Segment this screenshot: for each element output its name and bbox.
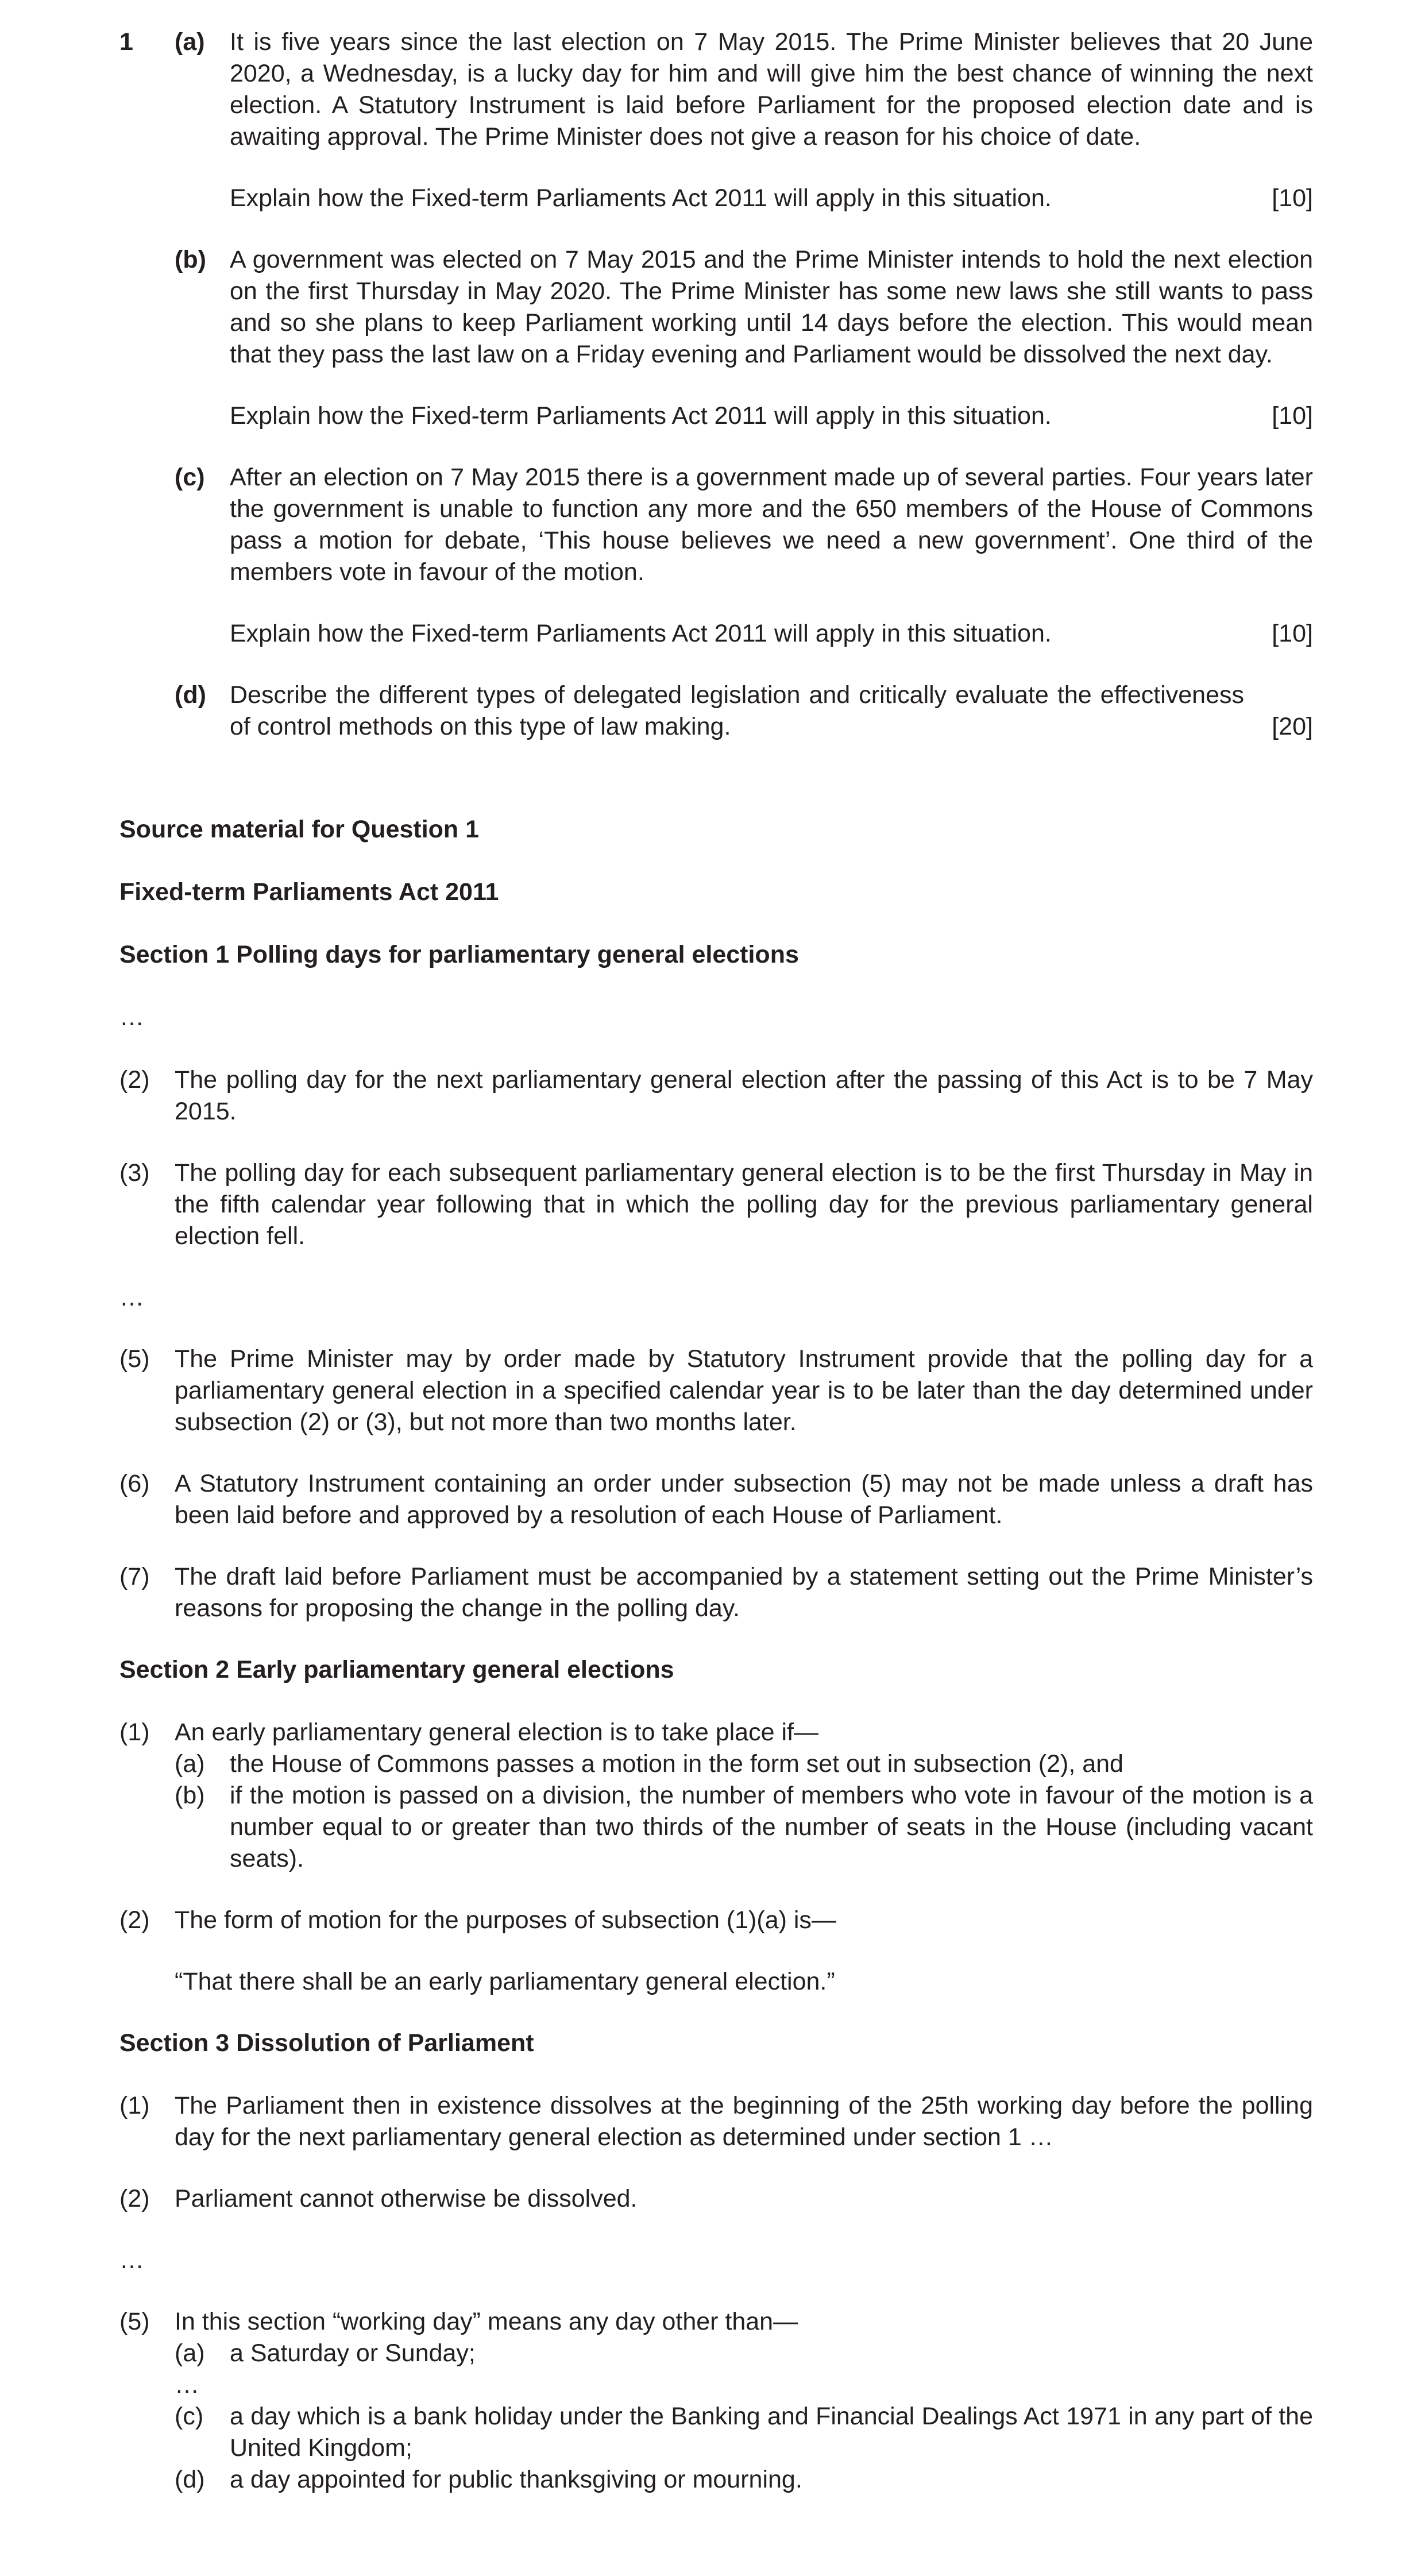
s1-subsection-7 xyxy=(119,1561,1313,1624)
part-label: (a) xyxy=(175,28,205,56)
part-task xyxy=(230,400,1313,432)
subsection-number: (6) xyxy=(119,1470,150,1497)
task-text: Explain how the Fixed-term Parliaments Act 2011 will apply in this situation. xyxy=(230,184,1052,212)
subsection-text: The polling day for each subsequent parliamentary general election is to be the first Thursday in May in the fifth calendar year following that in which the polling day for the previous parliamentary general election fell. xyxy=(175,1159,1313,1250)
subsection-text: An early parliamentary general election is to take place if— xyxy=(175,1718,818,1746)
subsection-number: (1) xyxy=(119,1718,150,1746)
part-label: (c) xyxy=(175,464,205,491)
paragraph-label: (a) xyxy=(175,1750,205,1778)
ellipsis: … xyxy=(119,2246,144,2274)
s3-subsection-1 xyxy=(119,2090,1313,2153)
paragraph-label: (d) xyxy=(175,2466,205,2493)
subsection-number: (5) xyxy=(119,1345,150,1373)
section-2-heading: Section 2 Early parliamentary general elections xyxy=(119,1656,674,1683)
paragraph-label: (a) xyxy=(175,2339,205,2367)
subsection-number: (5) xyxy=(119,2308,150,2335)
ellipsis: … xyxy=(175,2371,199,2399)
subsection-text: A Statutory Instrument containing an order under subsection (5) may not be made unless a draft has been laid before and approved by a resolution of each House of Parliament. xyxy=(175,1470,1313,1529)
section-3-heading: Section 3 Dissolution of Parliament xyxy=(119,2029,534,2057)
paragraph-text: the House of Commons passes a motion in the form set out in subsection (2), and xyxy=(230,1750,1123,1778)
s1-subsection-6 xyxy=(119,1468,1313,1531)
s3-subsection-5 xyxy=(119,2306,1313,2338)
paragraph-text: a day appointed for public thanksgiving or mourning. xyxy=(230,2466,802,2493)
question-part-d xyxy=(175,679,1313,743)
paragraph-label: (c) xyxy=(175,2403,204,2430)
part-text: Describe the different types of delegated legislation and critically evaluate the effectiveness of control methods on this type of law making. xyxy=(230,681,1244,740)
marks: [10] xyxy=(1272,620,1313,647)
subsection-text: The polling day for the next parliamentary general election after the passing of this Act is to be 7 May 2015. xyxy=(175,1066,1313,1125)
task-text: Explain how the Fixed-term Parliaments Act 2011 will apply in this situation. xyxy=(230,402,1052,430)
ellipsis: … xyxy=(119,1284,144,1311)
subsection-text: The draft laid before Parliament must be accompanied by a statement setting out the Prime Minister’s reasons for proposing the change in the polling day. xyxy=(175,1563,1313,1622)
part-text: It is five years since the last election on 7 May 2015. The Prime Minister believes that 20 June 2020, a Wednesday, is a lucky day for him and will give him the best chance of winning the next election. A Statutory Instrument is laid before Parliament for the proposed election date and is awaiting approval. The Prime Minister does not give a reason for his choice of date. xyxy=(230,28,1313,150)
task-text: Explain how the Fixed-term Parliaments Act 2011 will apply in this situation. xyxy=(230,620,1052,647)
part-label: (d) xyxy=(175,681,206,709)
question-number: 1 xyxy=(119,28,133,56)
s3-paragraph-a xyxy=(119,2338,1313,2369)
paragraph-text: a day which is a bank holiday under the Banking and Financial Dealings Act 1971 in any part of the United Kingdom; xyxy=(230,2403,1313,2462)
s1-subsection-5 xyxy=(119,1343,1313,1438)
act-title: Fixed-term Parliaments Act 2011 xyxy=(119,878,499,906)
marks: [10] xyxy=(1272,402,1313,430)
paragraph-text: a Saturday or Sunday; xyxy=(230,2339,476,2367)
s2-paragraph-b xyxy=(119,1780,1313,1875)
question-1 xyxy=(119,26,1313,743)
paragraph-text: if the motion is passed on a division, the number of members who vote in favour of the motion is a number equal to or greater than two thirds of the number of seats in the House (including vacant seats). xyxy=(230,1782,1313,1872)
s2-paragraph-a xyxy=(119,1748,1313,1780)
s3-paragraph-d xyxy=(119,2464,1313,2496)
s1-subsection-2 xyxy=(119,1064,1313,1127)
subsection-text: The Parliament then in existence dissolves at the beginning of the 25th working day before the polling day for the next parliamentary general election as determined under section 1 … xyxy=(175,2092,1313,2151)
s3-subsection-2 xyxy=(119,2183,1313,2215)
page-content xyxy=(119,26,1313,2496)
part-text: After an election on 7 May 2015 there is a government made up of several parties. Four years later the government is unable to function any more and the 650 members of the House of Commons pass a motion for debate, ‘This house believes we need a new government’. One third of the members vote in favour of the motion. xyxy=(230,464,1313,586)
part-task xyxy=(230,618,1313,650)
question-part-c xyxy=(175,462,1313,650)
marks: [20] xyxy=(1272,713,1313,740)
paragraph-label: (b) xyxy=(175,1782,205,1809)
s1-subsection-3 xyxy=(119,1157,1313,1252)
subsection-number: (2) xyxy=(119,2185,150,2212)
motion-quote: “That there shall be an early parliamentary general election.” xyxy=(175,1968,835,1995)
source-heading: Source material for Question 1 xyxy=(119,816,480,843)
subsection-number: (3) xyxy=(119,1159,150,1187)
subsection-text: The form of motion for the purposes of subsection (1)(a) is— xyxy=(175,1906,836,1934)
ellipsis: … xyxy=(119,1003,144,1031)
s3-ellipsis xyxy=(119,2369,1313,2401)
s2-subsection-2 xyxy=(119,1905,1313,1936)
section-1-heading: Section 1 Polling days for parliamentary general elections xyxy=(119,941,799,968)
subsection-text: In this section “working day” means any day other than— xyxy=(175,2308,798,2335)
s3-paragraph-c xyxy=(119,2401,1313,2464)
marks: [10] xyxy=(1272,184,1313,212)
subsection-text: Parliament cannot otherwise be dissolved. xyxy=(175,2185,638,2212)
question-part-b xyxy=(175,244,1313,432)
part-text-with-marks xyxy=(230,679,1313,743)
part-text: A government was elected on 7 May 2015 and the Prime Minister intends to hold the next election on the first Thursday in May 2020. The Prime Minister has some new laws she still wants to pass and so she plans to keep Parliament working until 14 days before the election. This would mean that they pass the last law on a Friday evening and Parliament would be dissolved the next day. xyxy=(230,246,1313,368)
subsection-number: (2) xyxy=(119,1906,150,1934)
part-label: (b) xyxy=(175,246,206,273)
subsection-number: (7) xyxy=(119,1563,150,1590)
subsection-number: (2) xyxy=(119,1066,150,1094)
subsection-number: (1) xyxy=(119,2092,150,2119)
question-part-a xyxy=(175,26,1313,214)
s2-subsection-1 xyxy=(119,1717,1313,1748)
part-task xyxy=(230,183,1313,214)
subsection-text: The Prime Minister may by order made by Statutory Instrument provide that the polling day for a parliamentary general election in a specified calendar year is to be later than the day determined under subsection (2) or (3), but not more than two months later. xyxy=(175,1345,1313,1436)
